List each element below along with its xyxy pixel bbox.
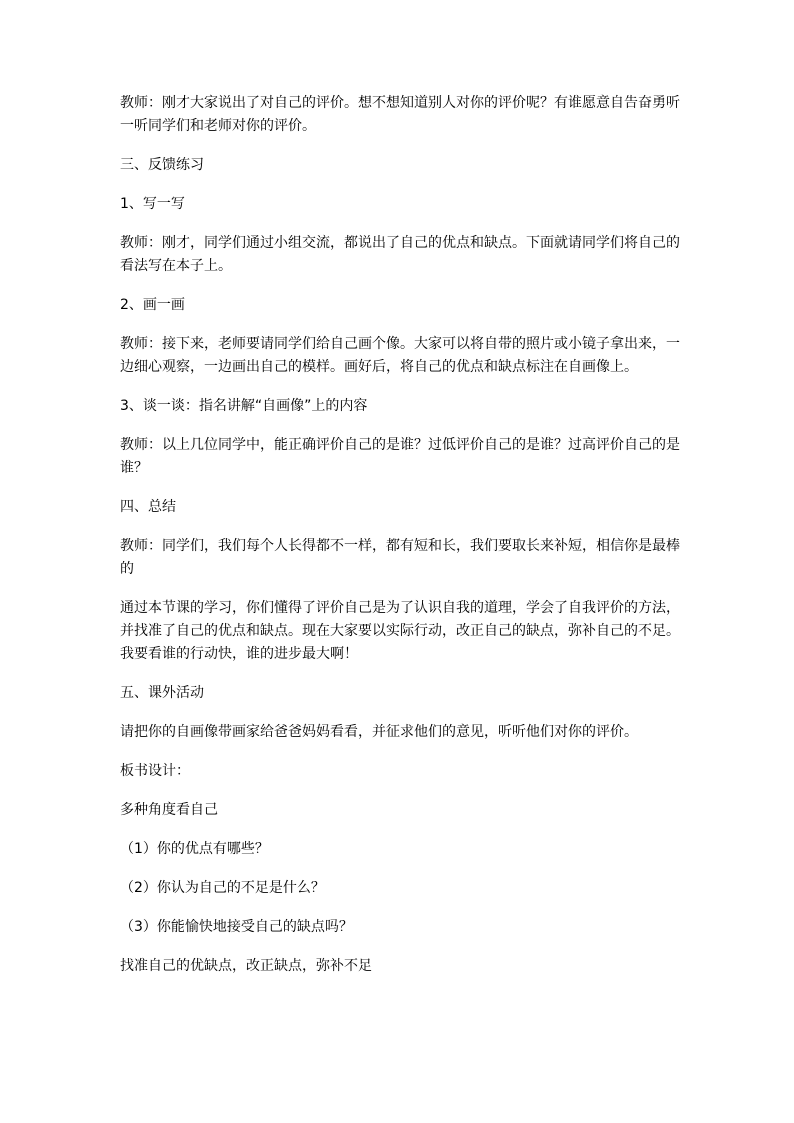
paragraph-extracurricular: 请把你的自画像带画家给爸爸妈妈看看，并征求他们的意见，听听他们对你的评价。 xyxy=(120,724,638,740)
board-item-3: （3）你能愉快地接受自己的缺点吗？ xyxy=(120,919,353,935)
paragraph-teacher-draw: 教师：接下来，老师要请同学们给自己画个像。大家可以将自带的照片或小镜子拿出来，一边细心观察，一边画出自己的模样。画好后，将自己的优点和缺点标注在自画像上。 xyxy=(120,336,680,375)
subheading-draw: 2、画一画 xyxy=(120,297,185,313)
board-item-1: （1）你的优点有哪些？ xyxy=(120,841,269,857)
paragraph-teacher-intro: 教师：刚才大家说出了对自己的评价。想不想知道别人对你的评价呢？有谁愿意自告奋勇听一听同学们和老师对你的评价。 xyxy=(120,95,680,134)
board-design-label: 板书设计： xyxy=(120,763,190,779)
subheading-write: 1、写一写 xyxy=(120,196,185,212)
section-heading-summary: 四、总结 xyxy=(120,499,176,515)
board-title: 多种角度看自己 xyxy=(120,802,218,818)
section-heading-feedback-practice: 三、反馈练习 xyxy=(120,157,204,173)
board-item-2: （2）你认为自己的不足是什么？ xyxy=(120,880,325,896)
section-heading-extracurricular: 五、课外活动 xyxy=(120,685,204,701)
board-conclusion: 找准自己的优缺点，改正缺点，弥补不足 xyxy=(120,958,372,974)
paragraph-teacher-evaluate: 教师：以上几位同学中，能正确评价自己的是谁？过低评价自己的是谁？过高评价自己的是谁？ xyxy=(120,437,680,476)
paragraph-teacher-write: 教师：刚才，同学们通过小组交流，都说出了自己的优点和缺点。下面就请同学们将自己的看法写在本子上。 xyxy=(120,235,680,274)
paragraph-teacher-summary: 教师：同学们，我们每个人长得都不一样，都有短和长，我们要取长来补短，相信你是最棒的 xyxy=(120,538,680,577)
subheading-talk: 3、谈一谈：指名讲解“自画像”上的内容 xyxy=(120,398,368,414)
document-body xyxy=(120,92,680,994)
paragraph-lesson-summary: 通过本节课的学习，你们懂得了评价自己是为了认识自我的道理，学会了自我评价的方法，并找准了自己的优点和缺点。现在大家要以实际行动，改正自己的缺点，弥补自己的不足。我要看谁的行动快，谁的进步最大啊！ xyxy=(120,600,680,662)
